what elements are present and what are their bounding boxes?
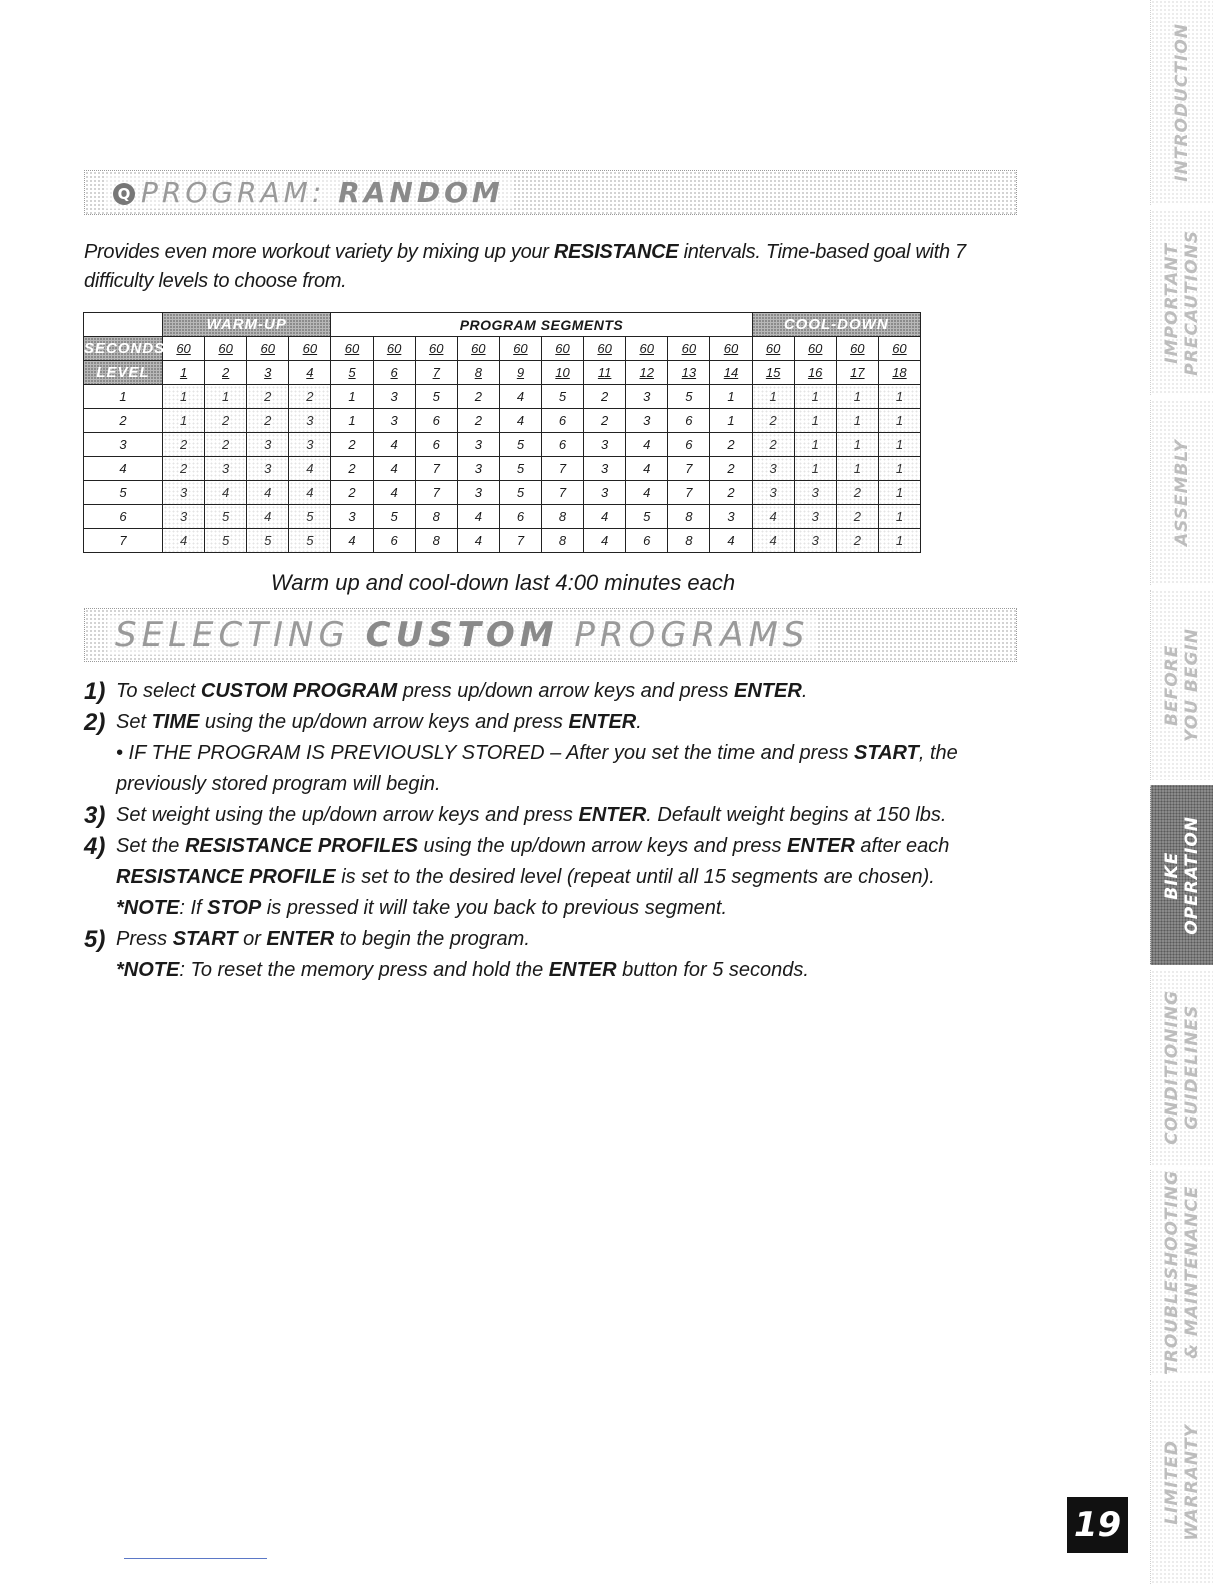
resistance-cell: 1 — [205, 385, 247, 409]
text-run: intervals. Time-based goal with 7 difficulty levels to choose from. — [84, 241, 966, 292]
text-run: , the previously stored program will begin. — [116, 742, 958, 795]
resistance-cell: 6 — [668, 409, 710, 433]
side-tab-limited-warranty[interactable] — [1150, 1380, 1213, 1584]
program-random-banner — [84, 170, 1017, 215]
level-number: 6 — [84, 505, 163, 529]
resistance-cell: 1 — [331, 385, 373, 409]
bold-text: ENTER — [568, 711, 637, 733]
segment-number-cell: 17 — [836, 361, 878, 385]
title-light-2: PROGRAMS — [574, 615, 810, 655]
text-run: is set to the desired level (repeat until all 15 segments are chosen). — [335, 866, 935, 888]
resistance-cell: 5 — [499, 457, 541, 481]
resistance-cell: 2 — [710, 481, 752, 505]
resistance-cell: 8 — [668, 505, 710, 529]
segment-number-cell: 15 — [752, 361, 794, 385]
step-text — [84, 800, 1004, 831]
resistance-cell: 2 — [247, 409, 289, 433]
resistance-cell: 1 — [794, 457, 836, 481]
resistance-cell: 3 — [584, 481, 626, 505]
empty-corner-cell — [84, 313, 163, 337]
text-run: Set — [116, 711, 152, 733]
resistance-cell: 3 — [626, 385, 668, 409]
program-icon: Q — [113, 183, 135, 205]
step-item — [84, 676, 1004, 707]
resistance-cell: 5 — [373, 505, 415, 529]
text-run: press up/down arrow keys and press — [397, 680, 735, 702]
title-bold: CUSTOM — [365, 615, 559, 655]
resistance-cell: 6 — [626, 529, 668, 553]
seconds-row — [84, 337, 921, 361]
resistance-cell: 1 — [836, 433, 878, 457]
resistance-cell: 3 — [457, 481, 499, 505]
resistance-cell: 2 — [163, 433, 205, 457]
bold-text: ENTER — [266, 928, 335, 950]
resistance-cell: 4 — [373, 433, 415, 457]
resistance-cell: 2 — [205, 409, 247, 433]
text-run: Set the — [116, 835, 185, 857]
step-subnote — [84, 738, 1004, 800]
resistance-cell: 3 — [794, 529, 836, 553]
step-item — [84, 924, 1004, 955]
seconds-cell: 60 — [710, 337, 752, 361]
resistance-cell: 1 — [163, 409, 205, 433]
resistance-cell: 6 — [541, 433, 583, 457]
text-run: Set weight using the up/down arrow keys and press — [116, 804, 579, 826]
resistance-cell: 2 — [836, 481, 878, 505]
resistance-cell: 2 — [752, 433, 794, 457]
segment-number-cell: 14 — [710, 361, 752, 385]
resistance-cell: 1 — [163, 385, 205, 409]
text-run: : To reset the memory press and hold the — [179, 959, 549, 981]
resistance-cell: 1 — [794, 433, 836, 457]
bold-text: ENTER — [787, 835, 855, 857]
resistance-cell: 3 — [289, 409, 331, 433]
resistance-cell: 7 — [499, 529, 541, 553]
seconds-cell: 60 — [794, 337, 836, 361]
level-row — [84, 529, 921, 553]
resistance-cell: 4 — [289, 457, 331, 481]
resistance-cell: 2 — [247, 385, 289, 409]
seconds-cell: 60 — [626, 337, 668, 361]
side-tab-label: BEFORE YOU BEGIN — [1162, 628, 1202, 742]
resistance-cell: 1 — [878, 385, 920, 409]
resistance-cell: 5 — [499, 433, 541, 457]
resistance-cell: 3 — [247, 457, 289, 481]
segment-number-cell: 7 — [415, 361, 457, 385]
warmup-header: WARM-UP — [163, 313, 331, 337]
resistance-cell: 5 — [205, 529, 247, 553]
resistance-cell: 8 — [668, 529, 710, 553]
program-table — [83, 312, 921, 553]
step-number: 3) — [84, 802, 106, 829]
resistance-cell: 4 — [710, 529, 752, 553]
text-run: • IF THE PROGRAM IS PREVIOUSLY STORED – After you set the time and press — [116, 742, 855, 764]
seconds-cell: 60 — [289, 337, 331, 361]
resistance-cell: 2 — [457, 409, 499, 433]
resistance-cell: 4 — [331, 529, 373, 553]
seconds-cell: 60 — [878, 337, 920, 361]
seconds-cell: 60 — [752, 337, 794, 361]
side-tab-introduction[interactable] — [1150, 0, 1213, 205]
resistance-cell: 3 — [752, 481, 794, 505]
resistance-cell: 4 — [626, 481, 668, 505]
bold-text: STOP — [207, 897, 262, 919]
resistance-cell: 1 — [836, 385, 878, 409]
step-text — [84, 924, 1004, 955]
bold-text: *NOTE — [116, 959, 180, 981]
segment-number-row — [84, 361, 921, 385]
resistance-cell: 1 — [878, 409, 920, 433]
segment-number-cell: 1 — [163, 361, 205, 385]
bold-text: ENTER — [578, 804, 647, 826]
seconds-cell: 60 — [247, 337, 289, 361]
resistance-cell: 3 — [331, 505, 373, 529]
side-tab-label: ASSEMBLY — [1172, 438, 1192, 547]
text-run: using the up/down arrow keys and press — [199, 711, 569, 733]
resistance-cell: 7 — [668, 481, 710, 505]
resistance-cell: 1 — [878, 529, 920, 553]
resistance-cell: 3 — [752, 457, 794, 481]
segment-number-cell: 6 — [373, 361, 415, 385]
resistance-cell: 1 — [878, 433, 920, 457]
step-number: 5) — [84, 926, 106, 953]
resistance-cell: 1 — [878, 505, 920, 529]
program-random-title — [105, 176, 512, 209]
step-note — [84, 893, 1004, 924]
resistance-cell: 7 — [415, 481, 457, 505]
resistance-cell: 4 — [373, 457, 415, 481]
resistance-cell: 2 — [752, 409, 794, 433]
table-header-row — [84, 313, 921, 337]
bold-text: ENTER — [734, 680, 802, 702]
seconds-cell: 60 — [541, 337, 583, 361]
segment-number-cell: 8 — [457, 361, 499, 385]
seconds-cell: 60 — [163, 337, 205, 361]
step-item — [84, 800, 1004, 831]
text-run: . — [801, 680, 808, 702]
resistance-cell: 4 — [163, 529, 205, 553]
resistance-cell: 7 — [541, 481, 583, 505]
bold-text: START — [172, 928, 238, 950]
title-light: PROGRAM: — [141, 176, 326, 209]
resistance-cell: 6 — [668, 433, 710, 457]
text-run: Press — [116, 928, 173, 950]
segment-number-cell: 16 — [794, 361, 836, 385]
resistance-cell: 8 — [415, 529, 457, 553]
seconds-cell: 60 — [499, 337, 541, 361]
bold-text: RESISTANCE PROFILE — [116, 866, 336, 888]
segment-number-cell: 2 — [205, 361, 247, 385]
resistance-cell: 3 — [794, 505, 836, 529]
bold-text: ENTER — [548, 959, 617, 981]
side-tab-conditioning-guidelines[interactable] — [1150, 970, 1213, 1165]
text-run: using the up/down arrow keys and press — [417, 835, 788, 857]
resistance-cell: 3 — [373, 385, 415, 409]
level-number: 3 — [84, 433, 163, 457]
resistance-cell: 2 — [331, 457, 373, 481]
text-run: is pressed it will take you back to previous segment. — [261, 897, 728, 919]
segment-number-cell: 11 — [584, 361, 626, 385]
resistance-cell: 4 — [499, 409, 541, 433]
resistance-cell: 1 — [794, 385, 836, 409]
resistance-cell: 4 — [752, 505, 794, 529]
resistance-cell: 6 — [499, 505, 541, 529]
resistance-cell: 2 — [584, 385, 626, 409]
level-row — [84, 481, 921, 505]
resistance-cell: 1 — [836, 457, 878, 481]
resistance-cell: 3 — [247, 433, 289, 457]
resistance-cell: 5 — [289, 529, 331, 553]
step-item — [84, 831, 1004, 893]
resistance-cell: 2 — [710, 457, 752, 481]
bold-text: RESISTANCE — [553, 241, 679, 263]
resistance-cell: 2 — [331, 481, 373, 505]
segment-number-cell: 10 — [541, 361, 583, 385]
resistance-cell: 5 — [205, 505, 247, 529]
resistance-cell: 5 — [415, 385, 457, 409]
segment-number-cell: 9 — [499, 361, 541, 385]
text-run: . — [636, 711, 642, 733]
text-run: . Default weight begins at 150 lbs. — [646, 804, 947, 826]
side-tab-before-you-begin[interactable] — [1150, 590, 1213, 780]
resistance-cell: 4 — [247, 505, 289, 529]
resistance-cell: 2 — [836, 529, 878, 553]
step-number: 2) — [84, 709, 106, 736]
resistance-cell: 3 — [710, 505, 752, 529]
step-number: 4) — [84, 833, 106, 860]
resistance-cell: 5 — [626, 505, 668, 529]
segment-number-cell: 13 — [668, 361, 710, 385]
resistance-cell: 6 — [415, 409, 457, 433]
side-tab-label: BIKE OPERATION — [1162, 815, 1202, 935]
resistance-cell: 3 — [373, 409, 415, 433]
title-bold: RANDOM — [338, 176, 504, 209]
text-run: To select — [116, 680, 201, 702]
resistance-cell: 3 — [163, 481, 205, 505]
resistance-cell: 7 — [415, 457, 457, 481]
resistance-cell: 3 — [626, 409, 668, 433]
title-light-1: SELECTING — [115, 615, 350, 655]
resistance-cell: 1 — [710, 409, 752, 433]
resistance-cell: 2 — [710, 433, 752, 457]
resistance-cell: 2 — [457, 385, 499, 409]
step-number: 1) — [84, 678, 106, 705]
resistance-cell: 4 — [247, 481, 289, 505]
resistance-cell: 4 — [626, 433, 668, 457]
resistance-cell: 5 — [247, 529, 289, 553]
segment-number-cell: 18 — [878, 361, 920, 385]
seconds-cell: 60 — [331, 337, 373, 361]
resistance-cell: 1 — [710, 385, 752, 409]
seconds-cell: 60 — [415, 337, 457, 361]
resistance-cell: 4 — [752, 529, 794, 553]
program-random-description — [84, 238, 1024, 296]
step-note — [84, 955, 1004, 986]
resistance-cell: 6 — [541, 409, 583, 433]
resistance-cell: 3 — [584, 457, 626, 481]
resistance-cell: 7 — [668, 457, 710, 481]
level-row — [84, 505, 921, 529]
level-number: 1 — [84, 385, 163, 409]
resistance-cell: 6 — [415, 433, 457, 457]
resistance-cell: 8 — [541, 505, 583, 529]
resistance-cell: 3 — [457, 457, 499, 481]
seconds-cell: 60 — [457, 337, 499, 361]
segment-number-cell: 3 — [247, 361, 289, 385]
text-run: to begin the program. — [334, 928, 530, 950]
custom-programs-title — [107, 615, 817, 655]
segments-header: PROGRAM SEGMENTS — [331, 313, 752, 337]
level-row — [84, 457, 921, 481]
resistance-cell: 4 — [626, 457, 668, 481]
resistance-cell: 1 — [878, 481, 920, 505]
footer-rule — [124, 1558, 267, 1559]
resistance-cell: 1 — [836, 409, 878, 433]
side-tab-label: INTRODUCTION — [1172, 23, 1192, 182]
bold-text: *NOTE — [116, 897, 180, 919]
resistance-cell: 3 — [289, 433, 331, 457]
side-tab-label: IMPORTANT PRECAUTIONS — [1162, 229, 1202, 376]
level-label: LEVEL — [84, 361, 163, 385]
segment-number-cell: 4 — [289, 361, 331, 385]
side-tab-assembly[interactable] — [1150, 400, 1213, 585]
level-number: 2 — [84, 409, 163, 433]
resistance-cell: 2 — [163, 457, 205, 481]
resistance-cell: 3 — [163, 505, 205, 529]
resistance-cell: 1 — [878, 457, 920, 481]
resistance-cell: 7 — [541, 457, 583, 481]
seconds-cell: 60 — [836, 337, 878, 361]
resistance-cell: 5 — [499, 481, 541, 505]
custom-steps-list — [84, 676, 1004, 986]
resistance-cell: 8 — [415, 505, 457, 529]
resistance-cell: 2 — [584, 409, 626, 433]
seconds-cell: 60 — [584, 337, 626, 361]
segment-number-cell: 12 — [626, 361, 668, 385]
resistance-cell: 3 — [584, 433, 626, 457]
resistance-cell: 2 — [836, 505, 878, 529]
step-text — [84, 676, 1004, 707]
side-tab-bike-operation[interactable] — [1150, 785, 1213, 965]
side-tab-label: CONDITIONING GUIDELINES — [1162, 990, 1202, 1145]
page-number: 19 — [1067, 1497, 1128, 1553]
resistance-cell: 3 — [205, 457, 247, 481]
resistance-cell: 1 — [794, 409, 836, 433]
seconds-label: SECONDS — [84, 337, 163, 361]
level-number: 4 — [84, 457, 163, 481]
step-text — [84, 707, 1004, 738]
resistance-cell: 2 — [331, 433, 373, 457]
resistance-cell: 1 — [331, 409, 373, 433]
resistance-cell: 4 — [584, 529, 626, 553]
level-row — [84, 433, 921, 457]
resistance-cell: 1 — [752, 385, 794, 409]
bold-text: RESISTANCE PROFILES — [184, 835, 418, 857]
table-caption: Warm up and cool-down last 4:00 minutes each — [270, 570, 736, 595]
bold-text: START — [854, 742, 919, 764]
resistance-cell: 2 — [289, 385, 331, 409]
level-row — [84, 409, 921, 433]
resistance-cell: 5 — [668, 385, 710, 409]
seconds-cell: 60 — [373, 337, 415, 361]
level-number: 5 — [84, 481, 163, 505]
resistance-cell: 3 — [794, 481, 836, 505]
resistance-cell: 4 — [457, 529, 499, 553]
level-row — [84, 385, 921, 409]
segment-number-cell: 5 — [331, 361, 373, 385]
side-tab-label: TROUBLESHOOTING & MAINTENANCE — [1162, 1170, 1202, 1375]
text-run: Provides even more workout variety by mixing up your — [84, 241, 554, 263]
text-run: button for 5 seconds. — [616, 959, 809, 981]
seconds-cell: 60 — [205, 337, 247, 361]
resistance-cell: 4 — [584, 505, 626, 529]
seconds-cell: 60 — [668, 337, 710, 361]
custom-programs-banner — [84, 608, 1017, 662]
bold-text: TIME — [151, 711, 200, 733]
cooldown-header: COOL-DOWN — [752, 313, 920, 337]
resistance-cell: 2 — [205, 433, 247, 457]
resistance-cell: 4 — [457, 505, 499, 529]
side-tab-important-precautions[interactable] — [1150, 210, 1213, 395]
resistance-cell: 5 — [541, 385, 583, 409]
resistance-cell: 4 — [289, 481, 331, 505]
resistance-cell: 4 — [373, 481, 415, 505]
level-number: 7 — [84, 529, 163, 553]
text-run: after each — [854, 835, 950, 857]
resistance-cell: 5 — [289, 505, 331, 529]
bold-text: CUSTOM PROGRAM — [200, 680, 398, 702]
text-run: : If — [179, 897, 208, 919]
step-text — [84, 831, 1004, 893]
side-tab-troubleshooting-maintenance[interactable] — [1150, 1170, 1213, 1375]
step-item — [84, 707, 1004, 738]
text-run: or — [237, 928, 267, 950]
resistance-cell: 3 — [457, 433, 499, 457]
resistance-cell: 6 — [373, 529, 415, 553]
side-tab-label: LIMITED WARRANTY — [1162, 1423, 1202, 1541]
resistance-cell: 8 — [541, 529, 583, 553]
resistance-cell: 4 — [205, 481, 247, 505]
resistance-cell: 4 — [499, 385, 541, 409]
